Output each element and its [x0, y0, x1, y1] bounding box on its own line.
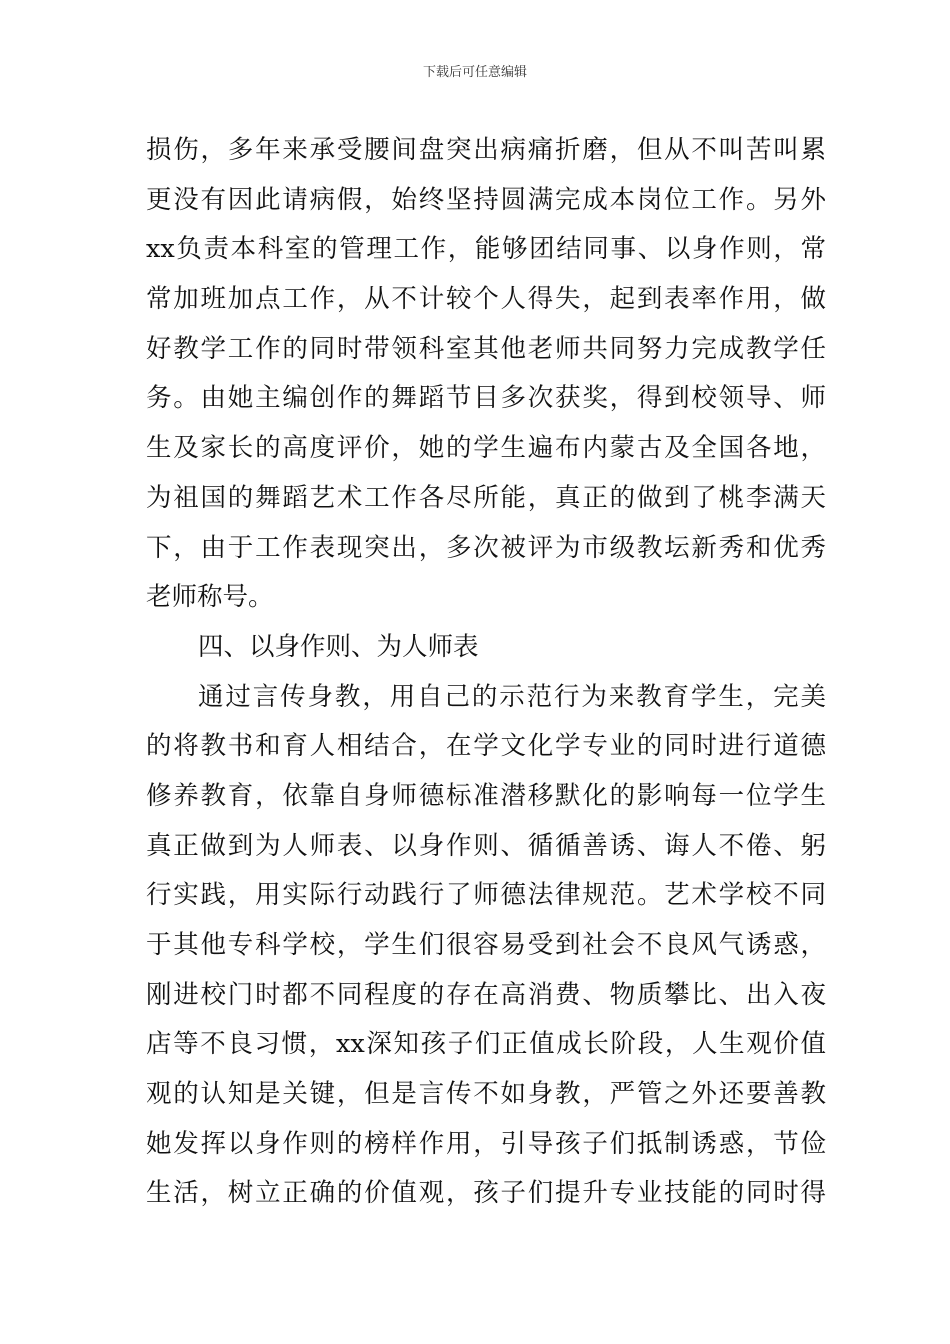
paragraph-line: 务。由她主编创作的舞蹈节目多次获奖，得到校领导、师	[146, 383, 826, 414]
paragraph-line: 下，由于工作表现突出，多次被评为市级教坛新秀和优秀	[146, 532, 826, 563]
paragraph-line: xx负责本科室的管理工作，能够团结同事、以身作则，常	[146, 234, 826, 265]
paragraph-line: 生活，树立正确的价值观，孩子们提升专业技能的同时得	[146, 1178, 826, 1209]
paragraph-line: 真正做到为人师表、以身作则、循循善诱、诲人不倦、躬	[146, 830, 826, 861]
document-body	[146, 126, 826, 1219]
paragraph-line: 常加班加点工作，从不计较个人得失，起到表率作用，做	[146, 284, 826, 315]
paragraph-line: 生及家长的高度评价，她的学生遍布内蒙古及全国各地，	[146, 433, 826, 464]
paragraph-line: 老师称号。	[146, 582, 274, 613]
paragraph-line: 她发挥以身作则的榜样作用，引导孩子们抵制诱惑，节俭	[146, 1128, 826, 1159]
paragraph-line: 通过言传身教，用自己的示范行为来教育学生，完美	[198, 681, 826, 712]
section-heading: 四、以身作则、为人师表	[198, 631, 479, 662]
paragraph-line: 刚进校门时都不同程度的存在高消费、物质攀比、出入夜	[146, 979, 826, 1010]
paragraph-line: 更没有因此请病假，始终坚持圆满完成本岗位工作。另外	[146, 184, 826, 215]
paragraph-line: 于其他专科学校，学生们很容易受到社会不良风气诱惑，	[146, 930, 826, 960]
paragraph-line: 为祖国的舞蹈艺术工作各尽所能，真正的做到了桃李满天	[146, 482, 826, 513]
paragraph-line: 修养教育，依靠自身师德标准潜移默化的影响每一位学生	[146, 780, 826, 811]
page-header: 下载后可任意编辑	[422, 65, 527, 80]
paragraph-line: 店等不良习惯，xx深知孩子们正值成长阶段，人生观价值	[146, 1029, 826, 1060]
paragraph-line: 行实践，用实际行动践行了师德法律规范。艺术学校不同	[146, 880, 826, 911]
paragraph-line: 好教学工作的同时带领科室其他老师共同努力完成教学任	[146, 333, 826, 364]
paragraph-line: 的将教书和育人相结合，在学文化学专业的同时进行道德	[146, 731, 826, 762]
paragraph-line: 损伤，多年来承受腰间盘突出病痛折磨，但从不叫苦叫累	[146, 135, 826, 165]
paragraph-line: 观的认知是关键，但是言传不如身教，严管之外还要善教	[146, 1079, 826, 1110]
